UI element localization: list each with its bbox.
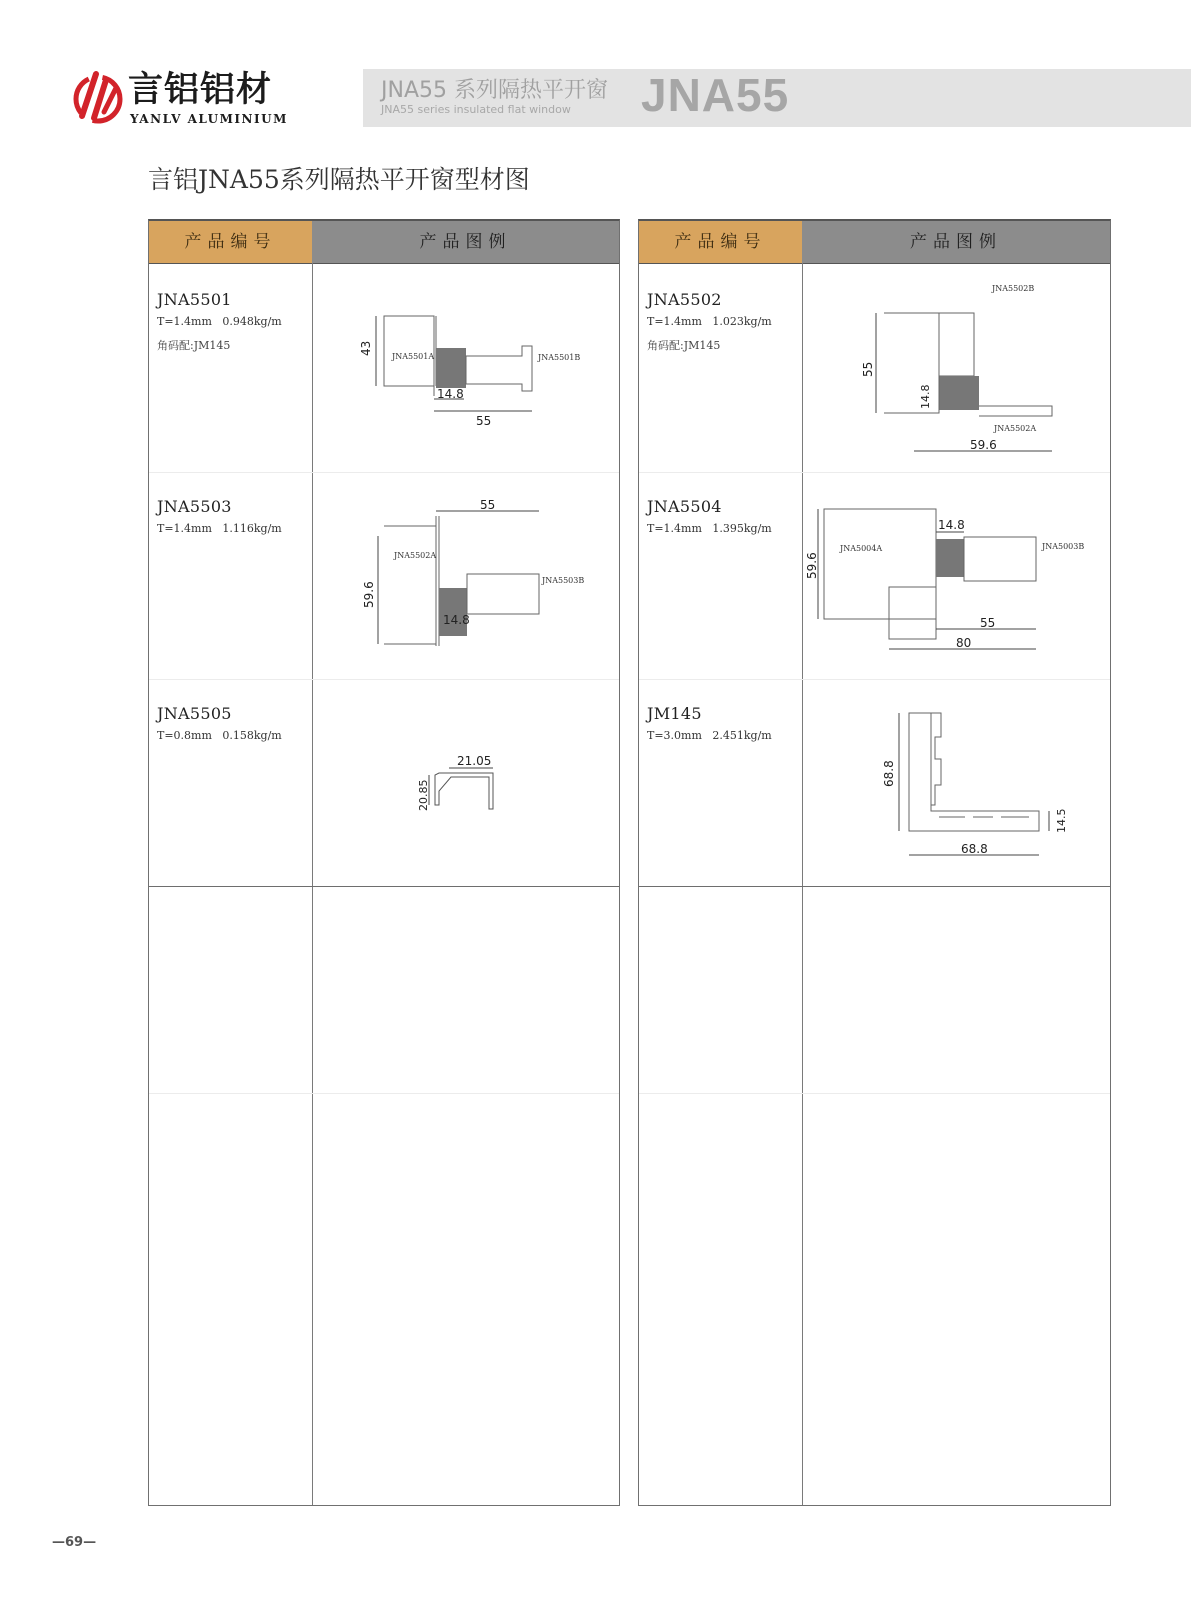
product-table-right [638,219,1111,1506]
product-info-jna5505 [157,704,282,742]
banner-title-cn: JNA55 系列隔热平开窗 [381,78,608,103]
product-code: JM145 [647,704,702,723]
dim-width: 68.8 [961,842,988,856]
brand-name-en: YANLV ALUMINIUM [130,112,288,126]
page-title: 言铝JNA55系列隔热平开窗型材图 [148,165,530,194]
product-code: JNA5503 [157,497,232,516]
header-product-figure: 产品图例 [802,221,1110,263]
dim-height: 43 [359,340,373,356]
product-code: JNA5502 [647,290,722,309]
product-code: JNA5501 [157,290,232,309]
product-code: JNA5504 [647,497,722,516]
dim-height: 68.8 [882,760,896,787]
brand-name-cn: 言铝铝材 [128,70,273,110]
thermal-break-strip [936,539,964,577]
profile-drawing-jna5502 [844,281,1094,466]
thermal-break-strip [439,588,467,636]
dim-leg-thickness: 14.5 [1055,808,1068,833]
row-divider [149,472,619,473]
header-product-figure: 产品图例 [312,221,619,263]
product-code: JNA5505 [157,704,232,723]
page-number: —69— [52,1535,97,1550]
dim-break-width: 14.8 [938,518,965,532]
product-info-jm145 [647,704,772,742]
column-divider [802,263,803,1505]
product-spec: T=1.4mm 0.948kg/m [157,315,282,328]
table-header [149,221,619,264]
product-note: 角码配:JM145 [647,339,721,352]
dim-break-width: 14.8 [919,384,932,409]
product-spec: T=1.4mm 1.023kg/m [647,315,772,328]
banner-title-en: JNA55 series insulated flat window [381,103,571,116]
row-divider [639,472,1110,473]
part-label: JNA5501B [538,353,581,362]
product-spec: T=3.0mm 2.451kg/m [647,729,772,742]
row-divider [149,679,619,680]
dim-width: 21.05 [457,754,492,768]
thermal-break-strip [436,348,466,388]
table-header [639,221,1110,264]
product-spec: T=1.4mm 1.395kg/m [647,522,772,535]
product-info-jna5502 [647,290,772,353]
dim-height: 59.6 [805,552,819,579]
dim-width: 55 [480,498,496,512]
product-info-jna5504 [647,497,772,535]
profile-drawing-jna5501 [359,306,604,436]
part-label: JNA5003B [1042,542,1085,551]
dim-width: 55 [980,616,996,630]
part-label: JNA5004A [840,544,883,553]
banner-series-code: JNA55 [641,69,790,121]
header-product-code: 产品编号 [149,221,312,263]
product-spec: T=0.8mm 0.158kg/m [157,729,282,742]
dim-width: 59.6 [970,438,997,452]
part-label: JNA5502B [992,284,1035,293]
dim-break-width: 14.8 [437,387,464,401]
profile-drawing-jna5504 [804,489,1104,659]
dim-break-width: 14.8 [443,613,470,627]
header-product-code: 产品编号 [639,221,802,263]
product-info-jna5503 [157,497,282,535]
row-divider [149,1093,619,1094]
row-divider [149,886,619,887]
row-divider [639,679,1110,680]
product-info-jna5501 [157,290,282,353]
thermal-break-strip [939,376,979,410]
part-label: JNA5503B [542,576,585,585]
series-banner [363,69,1191,127]
profile-drawing-jna5503 [364,496,604,656]
part-label: JNA5502A [394,551,437,560]
dim-width: 55 [476,414,492,428]
brand-logo [70,68,290,132]
part-label: JNA5501A [392,352,435,361]
dim-height: 55 [861,361,875,377]
profile-drawing-jna5505 [409,741,529,831]
column-divider [312,263,313,1505]
profile-drawing-jm145 [869,701,1089,876]
product-table-left [148,219,620,1506]
dim-height: 20.85 [417,779,430,811]
product-spec: T=1.4mm 1.116kg/m [157,522,282,535]
part-label: JNA5502A [994,424,1037,433]
dim-height: 59.6 [362,581,376,608]
row-divider [639,1093,1110,1094]
dim-overall-width: 80 [956,636,972,650]
row-divider [639,886,1110,887]
yanlv-logo-icon [70,68,126,128]
product-note: 角码配:JM145 [157,339,231,352]
